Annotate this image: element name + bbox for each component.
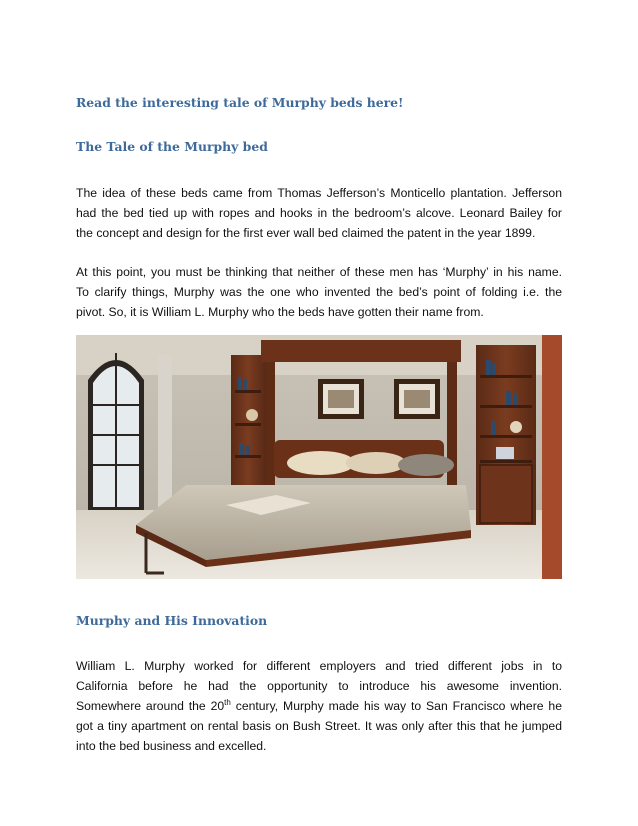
document-title: Read the interesting tale of Murphy beds here! (76, 95, 404, 110)
paragraph-origin (76, 183, 562, 243)
text-fragment: century, Murphy made his way to San Francisco where he (230, 699, 562, 713)
paragraph-line (76, 696, 562, 716)
paragraph-line: California before he had the opportunity to introduce his awesome invention. (76, 679, 562, 693)
superscript-th: th (224, 697, 231, 707)
paragraph-line: To clarify things, Murphy was the one who invented the bed’s point of folding i.e. the (76, 285, 562, 299)
section-heading-innovation: Murphy and His Innovation (76, 613, 268, 628)
paragraph-line: had the bed tied up with ropes and hooks in the bedroom’s alcove. Leonard Bailey for (76, 206, 562, 220)
paragraph-pivot (76, 262, 562, 322)
paragraph-line: William L. Murphy worked for different employers and tried different jobs in to (76, 659, 562, 673)
paragraph-innovation (76, 656, 562, 756)
paragraph-line: At this point, you must be thinking that neither of these men has ‘Murphy’ in his name. (76, 265, 562, 279)
murphy-bed-photo (76, 335, 562, 579)
paragraph-line: The idea of these beds came from Thomas Jefferson’s Monticello plantation. Jefferson (76, 186, 562, 200)
text-fragment: Somewhere around the 20 (76, 699, 225, 713)
section-heading-tale: The Tale of the Murphy bed (76, 139, 268, 154)
paragraph-line: pivot. So, it is William L. Murphy who the beds have gotten their name from. (76, 305, 484, 319)
paragraph-line: into the bed business and excelled. (76, 739, 267, 753)
paragraph-line: the concept and design for the first ever wall bed claimed the patent in the year 1899. (76, 226, 536, 240)
paragraph-line: got a tiny apartment on rental basis on Bush Street. It was only after this that he jumped (76, 719, 562, 733)
